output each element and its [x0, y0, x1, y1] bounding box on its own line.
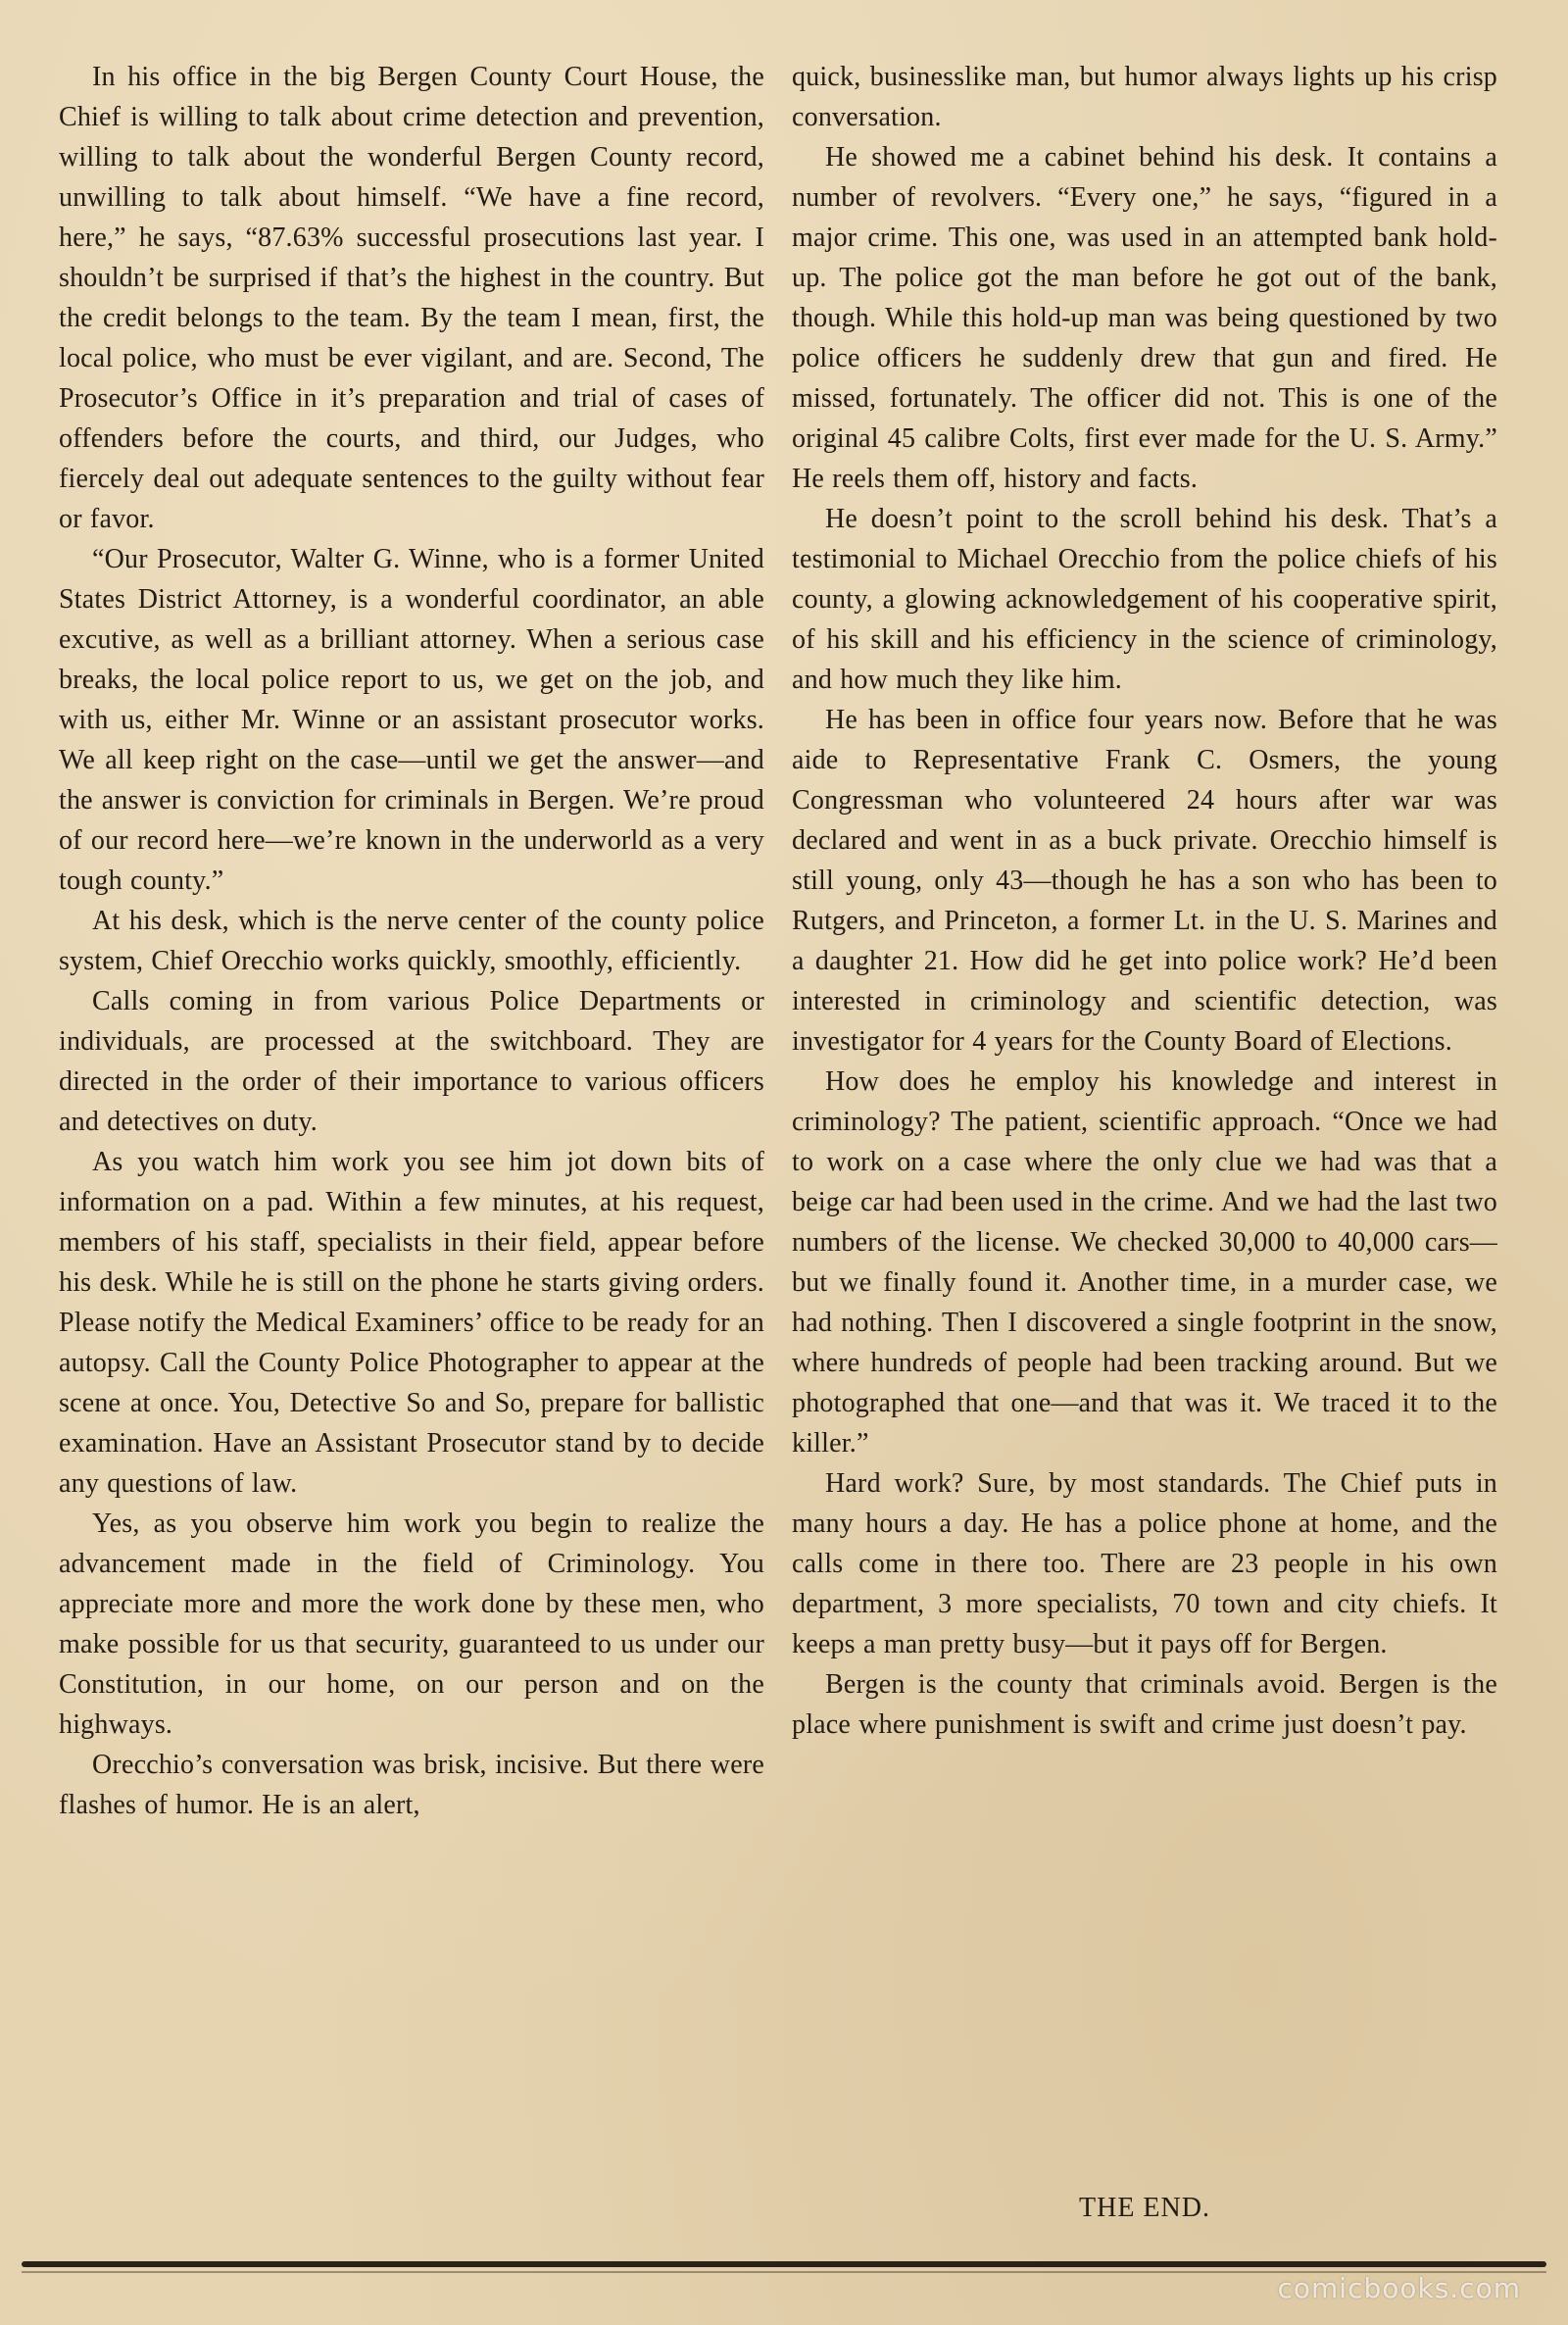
right-column: [792, 57, 1497, 1745]
paragraph: He showed me a cabinet behind his desk. It contains a number of revolvers. “Every one,” he says, “figured in a major crime. This one, was used in an attempted bank hold-up. The police got the man before he got out of the bank, though. While this hold-up man was being questioned by two police officers he suddenly drew that gun and fired. He missed, fortunately. The officer did not. This is one of the original 45 calibre Colts, first ever made for the U. S. Army.” He reels them off, history and facts.: [792, 142, 1497, 494]
paragraph: How does he employ his knowledge and interest in criminology? The patient, scientific approach. “Once we had to work on a case where the only clue we had was that a beige car had been used in the crime. And we had the last two numbers of the license. We checked 30,000 to 40,000 cars—but we finally found it. Another time, in a murder case, we had nothing. Then I discovered a single footprint in the snow, where hundreds of people had been tracking around. But we photographed that one—and that was it. We traced it to the killer.”: [792, 1066, 1497, 1459]
paragraph: “Our Prosecutor, Walter G. Winne, who is a former United States District Attorney, is a wonderful coordinator, an able excutive, as well as a brilliant attorney. When a serious case breaks, the local police report to us, we get on the job, and with us, either Mr. Winne or an assistant prosecutor works. We all keep right on the case—until we get the answer—and the answer is conviction for criminals in Bergen. We’re proud of our record here—we’re known in the underworld as a very tough county.”: [59, 544, 764, 896]
paragraph: Orecchio’s conversation was brisk, incisive. But there were flashes of humor. He is an alert,: [59, 1750, 764, 1820]
paragraph: At his desk, which is the nerve center of the county police system, Chief Orecchio works quickly, smoothly, efficiently.: [59, 906, 764, 976]
paragraph: He doesn’t point to the scroll behind his desk. That’s a testimonial to Michael Orecchio from the police chiefs of his county, a glowing acknowledgement of his cooperative spirit, of his skill and his efficiency in the science of criminology, and how much they like him.: [792, 504, 1497, 695]
paragraph: Calls coming in from various Police Departments or individuals, are processed at the switchboard. They are directed in the order of their importance to various officers and detectives on duty.: [59, 986, 764, 1137]
left-column: [59, 57, 764, 1825]
the-end-label: THE END.: [1079, 2193, 1210, 2223]
paragraph: Bergen is the county that criminals avoid. Bergen is the place where punishment is swift and crime just doesn’t pay.: [792, 1669, 1497, 1740]
paragraph: In his office in the big Bergen County Court House, the Chief is willing to talk about crime detection and prevention, willing to talk about the wonderful Bergen County record, unwilling to talk about himself. “We have a fine record, here,” he says, “87.63% successful prosecutions last year. I shouldn’t be surprised if that’s the highest in the country. But the credit belongs to the team. By the team I mean, first, the local police, who must be ever vigilant, and are. Second, The Prosecutor’s Office in it’s preparation and trial of cases of offenders before the courts, and third, our Judges, who fiercely deal out adequate sentences to the guilty without fear or favor.: [59, 62, 764, 534]
paragraph: Yes, as you observe him work you begin to realize the advancement made in the field of Criminology. You appreciate more and more the work done by these men, who make possible for us that security, guaranteed to us under our Constitution, in our home, on our person and on the highways.: [59, 1509, 764, 1740]
paragraph: As you watch him work you see him jot down bits of information on a pad. Within a few minutes, at his request, members of his staff, specialists in their field, appear before his desk. While he is still on the phone he starts giving orders. Please notify the Medical Examiners’ office to be ready for an autopsy. Call the County Police Photographer to appear at the scene at once. You, Detective So and So, prepare for ballistic examination. Have an Assistant Prosecutor stand by to decide any questions of law.: [59, 1147, 764, 1499]
paragraph: Hard work? Sure, by most standards. The Chief puts in many hours a day. He has a police phone at home, and the calls come in there too. There are 23 people in his own department, 3 more specialists, 70 town and city chiefs. It keeps a man pretty busy—but it pays off for Bergen.: [792, 1468, 1497, 1659]
watermark-text: comicbooks.com: [1277, 2272, 1521, 2304]
paragraph-continuation: quick, businesslike man, but humor always lights up his crisp conversation.: [792, 62, 1497, 132]
bottom-rule: [22, 2261, 1546, 2267]
paragraph: He has been in office four years now. Before that he was aide to Representative Frank C. Osmers, the young Congressman who volunteered 24 hours after war was declared and went in as a buck private. Orecchio himself is still young, only 43—though he has a son who has been to Rutgers, and Princeton, a former Lt. in the U. S. Marines and a daughter 21. How did he get into police work? He’d been interested in criminology and scientific detection, was investigator for 4 years for the County Board of Elections.: [792, 705, 1497, 1057]
